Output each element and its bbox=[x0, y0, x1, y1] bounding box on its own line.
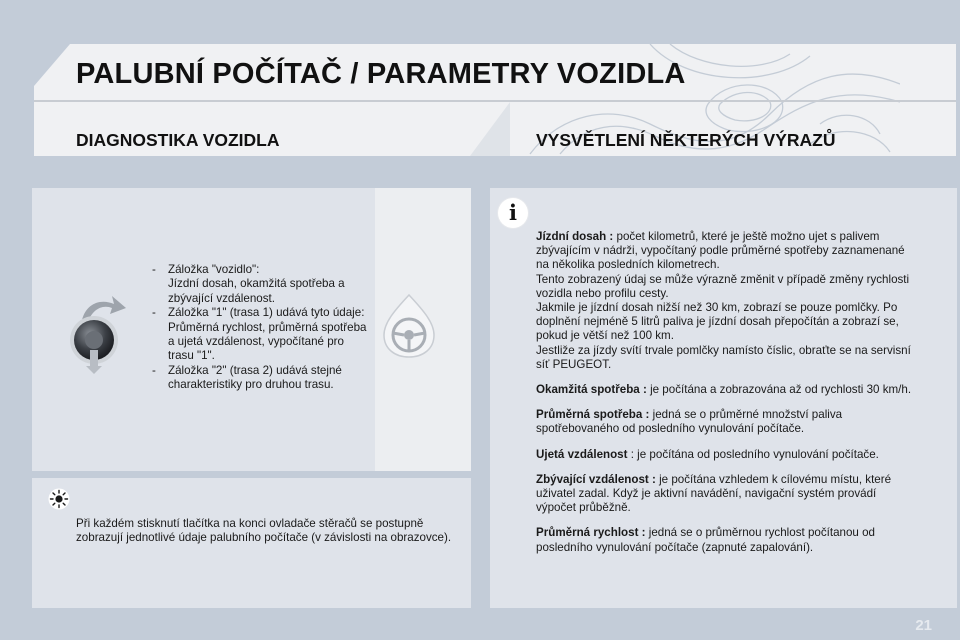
term-description: : je počítána od posledního vynulování počítače. bbox=[630, 447, 879, 461]
list-item-head: Záložka "vozidlo": bbox=[168, 263, 260, 276]
glossary-item bbox=[536, 473, 914, 516]
glossary-item bbox=[536, 448, 914, 462]
term-label: Zbývající vzdálenost : bbox=[536, 472, 656, 486]
glossary-item bbox=[536, 526, 914, 554]
list-item bbox=[150, 263, 370, 306]
glossary-item bbox=[536, 383, 914, 397]
info-icon: i bbox=[498, 198, 528, 228]
glossary-item bbox=[536, 408, 914, 436]
term-description: je počítána a zobrazována až od rychlosti 30 km/h. bbox=[650, 383, 912, 397]
list-item-body: Jízdní dosah, okamžitá spotřeba a zbývající vzdálenost. bbox=[168, 277, 345, 305]
term-description: je počítána vzhledem k cílovému místu, které uživatel zadal. Když je aktivní navádění, navigační systém provádí výpočet průběžně. bbox=[536, 472, 892, 515]
term-label: Průměrná rychlost : bbox=[536, 526, 646, 540]
term-note: Jestliže za jízdy svítí trvale pomlčky namísto číslic, obraťte se na servisní síť PEUGEOT. bbox=[536, 343, 911, 371]
term-label: Průměrná spotřeba : bbox=[536, 408, 650, 422]
list-item bbox=[150, 306, 370, 364]
term-label: Jízdní dosah : bbox=[536, 230, 614, 243]
list-item-body: Průměrná rychlost, průměrná spotřeba a ujetá vzdálenost, vypočítané pro trasu "1". bbox=[168, 320, 367, 363]
diagnostics-list bbox=[150, 263, 370, 393]
term-description: jedná se o průměrnou rychlost počítanou od posledního vynulování počítače (zapnuté zapalování). bbox=[536, 526, 875, 554]
left-section-title: DIAGNOSTIKA VOZIDLA bbox=[76, 130, 280, 150]
tip-text: Při každém stisknutí tlačítka na konci ovladače stěračů se postupně zobrazují jednotlivé údaje palubního počítače (v závislosti na obrazovce). bbox=[76, 517, 452, 545]
term-description: počet kilometrů, které je ještě možno ujet s palivem zbývajícím v nádrži, vypočítaný podle průměrné spotřeby zaznamenané na několika posledních kilometrech. bbox=[536, 230, 905, 272]
right-section-title: VYSVĚTLENÍ NĚKTERÝCH VÝRAZŮ bbox=[536, 130, 836, 150]
term-note: Jakmile je jízdní dosah nižší než 30 km, zobrazí se pouze pomlčky. Po doplnění nejméně 5 litrů paliva je jízdní dosah přepočítán a zobrazí se, pokud je větší než 100 km. bbox=[536, 301, 899, 343]
wiper-stalk-button-icon bbox=[60, 290, 140, 374]
term-label: Okamžitá spotřeba : bbox=[536, 383, 647, 397]
header-divider bbox=[34, 100, 956, 102]
page-title: PALUBNÍ POČÍTAČ / PARAMETRY VOZIDLA bbox=[76, 58, 686, 90]
list-item bbox=[150, 364, 370, 393]
glossary-item bbox=[536, 230, 914, 372]
term-note: Tento zobrazený údaj se může výrazně změnit v případě změny rychlosti vozidla nebo profilu cesty. bbox=[536, 272, 910, 300]
list-item-head: Záložka "2" (trasa 2) udává stejné charakteristiky pro druhou trasu. bbox=[168, 363, 342, 392]
term-label: Ujetá vzdálenost bbox=[536, 447, 628, 461]
page-number: 21 bbox=[915, 617, 932, 634]
steering-wheel-icon bbox=[380, 293, 438, 359]
glossary-list bbox=[536, 230, 914, 566]
term-description: jedná se o průměrné množství paliva spotřebovaného od posledního vynulování počítače. bbox=[536, 408, 843, 436]
list-item-head: Záložka "1" (trasa 1) udává tyto údaje: bbox=[168, 306, 365, 320]
sun-tip-icon bbox=[48, 488, 70, 510]
